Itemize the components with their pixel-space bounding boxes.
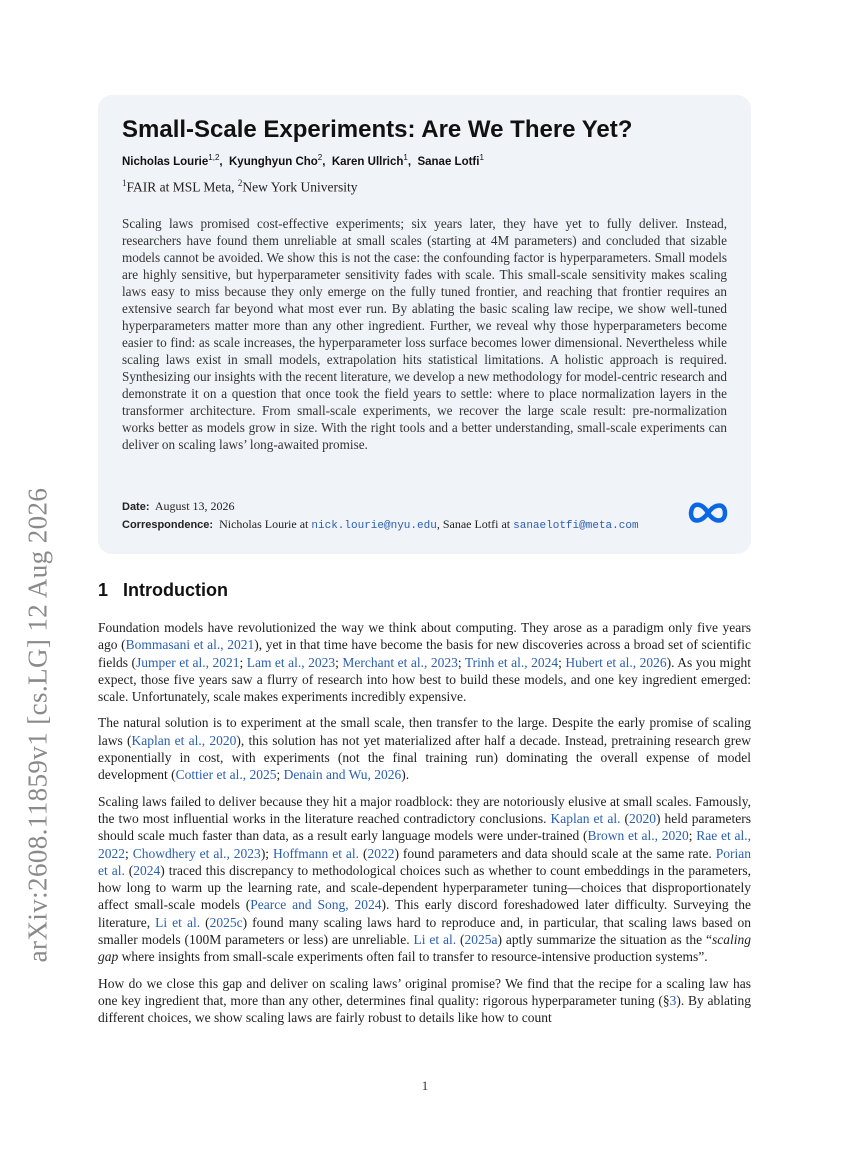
author-name: Kyunghyun Cho bbox=[229, 155, 318, 168]
citation-link[interactable]: Cottier et al., 2025 bbox=[175, 767, 277, 783]
author-name: Sanae Lotfi bbox=[417, 155, 480, 168]
author-name: Nicholas Lourie bbox=[122, 155, 209, 168]
correspondence-label: Correspondence: bbox=[122, 519, 214, 531]
citation-link[interactable]: Bommasani et al., 2021 bbox=[125, 637, 255, 653]
text-run: ). By ablating different choices, we show scaling laws are fairly robust to details like how to count bbox=[98, 992, 751, 1026]
citation-link[interactable]: Li et al. bbox=[155, 914, 201, 930]
text-run: ), this solution has not yet materialized after half a decade. Instead, pretraining research grew exponentially in cost, with experiments (not the final training run) dominating the overall expense of model development ( bbox=[98, 732, 751, 783]
citation-link[interactable]: Hoffmann et al. bbox=[273, 845, 360, 861]
section-title: Introduction bbox=[123, 580, 228, 600]
text-run: ) aptly summarize the situation as the “ bbox=[497, 932, 713, 948]
text-run: ; bbox=[125, 845, 133, 861]
text-run: ( bbox=[456, 932, 465, 948]
citation-link[interactable]: Lam et al., 2023 bbox=[246, 654, 336, 670]
text-run: ); bbox=[260, 845, 274, 861]
citation-link[interactable]: Porian et al. bbox=[98, 845, 751, 878]
meta-logo-icon bbox=[687, 499, 729, 527]
citation-link[interactable]: 2022 bbox=[367, 845, 395, 861]
affiliation-mark: 2 bbox=[237, 177, 243, 188]
email-link[interactable]: nick.lourie@nyu.edu bbox=[311, 520, 437, 532]
text-run: ) traced this discrepancy to methodological choices such as whether to count embeddings in the parameters, how long to warm up the learning rate, and scale-dependent hyperparameter tuning—choices that disproportionately affect small-scale models ( bbox=[98, 862, 751, 913]
citation-link[interactable]: Pearce and Song, 2024 bbox=[250, 897, 382, 913]
author-affiliation-mark: 1 bbox=[479, 153, 484, 162]
text-run: ; bbox=[276, 767, 284, 783]
citation-link[interactable]: Merchant et al., 2023 bbox=[342, 654, 458, 670]
citation-link[interactable]: Denain and Wu, 2026 bbox=[283, 767, 402, 783]
body-paragraph bbox=[98, 793, 751, 966]
text-run: ( bbox=[620, 810, 629, 826]
author-affiliation-mark: 1,2 bbox=[208, 153, 220, 162]
text-run: ; bbox=[457, 654, 465, 670]
text-run: ( bbox=[359, 845, 368, 861]
section-heading bbox=[98, 580, 228, 601]
introduction-body bbox=[98, 619, 751, 1036]
text-run: Foundation models have revolutionized the way we think about computing. They arose as a paradigm only five years ago ( bbox=[98, 620, 751, 653]
text-run: ; bbox=[558, 654, 566, 670]
text-run: Scaling laws failed to deliver because they hit a major roadblock: they are notoriously elusive at small scales. Famously, the two most influential works in the literature reached contradictory conclusions. bbox=[98, 793, 751, 826]
text-run: ). This early discord foreshadowed later difficulty. Surveying the literature, bbox=[98, 897, 751, 930]
text-run: How do we close this gap and deliver on scaling laws’ original promise? We find that the recipe for a scaling law has one key ingredient that, more than any other, determines final quality: rigorous hyperparameter tuning (§ bbox=[98, 975, 751, 1008]
text-run: where insights from small-scale experiments often fail to transfer to resource-intensive production systems”. bbox=[118, 949, 708, 965]
text-run: ( bbox=[124, 862, 134, 878]
affiliation-text: New York University bbox=[242, 179, 358, 195]
affiliations bbox=[122, 178, 727, 196]
paper-meta bbox=[122, 498, 639, 535]
date-value: August 13, 2026 bbox=[154, 499, 235, 513]
author-list: Nicholas Lourie$^{1,2}$, Kyunghyun Cho$^2$, Karen Ullrich$^1$, Sanae Lotfi$^1$ bbox=[122, 153, 484, 168]
citation-link[interactable]: Rae et al., 2022 bbox=[98, 828, 751, 861]
citation-link[interactable]: 2024 bbox=[133, 862, 161, 878]
author-affiliation-mark: 1 bbox=[403, 153, 408, 162]
abstract-text: Scaling laws promised cost-effective experiments; six years later, they have yet to fully deliver. Instead, researchers have found them unreliable at small scales (starting at 4M parameters) and concluded that sizable models cannot be avoided. We show this is not the case: the confounding factor is hyperparameters. Small models are highly sensitive, but hyperparameter sensitivity fades with scale. This small-scale sensitivity makes scaling laws easy to miss because they only emerge on the fully tuned frontier, and reaching that frontier requires an extensive search far beyond what most ever run. By ablating the basic scaling law recipe, we show well-tuned hyperparameters matter more than any other ingredient. Further, we reveal why those hyperparameters become easier to find: as scale increases, the hyperparameter loss surface becomes lower dimensional. Nevertheless while scaling laws exist in small models, extrapolation hits statistical limitations. A holistic approach is required. Synthesizing our insights with the recent literature, we develop a new methodology for model-centric research and demonstrate it on a question that once took the field years to settle: where to place normalization layers in the transformer architecture. From small-scale experiments, we recover the large scale result: pre-normalization works better as models grow in size. With the right tools and a better understanding, small-scale experiments can deliver on scaling laws’ long-awaited promise. bbox=[122, 216, 727, 453]
citation-link[interactable]: 2025a bbox=[464, 932, 498, 948]
body-paragraph bbox=[98, 975, 751, 1027]
email-link[interactable]: sanaelotfi@meta.com bbox=[513, 520, 639, 532]
text-run: The natural solution is to experiment at the small scale, then transfer to the large. Despite the early promise of scaling laws ( bbox=[98, 715, 751, 748]
text-run: ). As you might expect, those five years saw a flurry of research into how best to build these models, and one key ingredient emerged: scale. Unfortunately, scale makes experiments incredibly expensive. bbox=[98, 654, 751, 705]
author-name: Karen Ullrich bbox=[331, 155, 404, 168]
affiliation-text: FAIR at MSL Meta, bbox=[126, 179, 238, 195]
text-run: ) found many scaling laws hard to reproduce and, in particular, that scaling laws based on smaller models (100M parameters or less) are unreliable. bbox=[98, 914, 752, 948]
text-run: ) held parameters should scale much faster than data, as a result early language models were under-trained ( bbox=[98, 810, 751, 844]
text-run: ; bbox=[239, 654, 247, 670]
date-label: Date: bbox=[122, 501, 150, 513]
arxiv-identifier: arXiv:2608.11859v1 [cs.LG] 12 Aug 2026 bbox=[22, 487, 53, 963]
affiliation-mark: 1 bbox=[122, 177, 127, 188]
text-run: ; bbox=[335, 654, 343, 670]
paper-title: Small-Scale Experiments: Are We There Yet? bbox=[122, 116, 633, 143]
body-paragraph bbox=[98, 714, 751, 783]
correspondence-name: Nicholas Lourie at bbox=[219, 517, 312, 531]
text-run: ). bbox=[401, 767, 410, 783]
correspondence-line bbox=[122, 516, 639, 535]
text-run: ( bbox=[200, 914, 210, 930]
abstract-card bbox=[98, 95, 751, 554]
correspondence-separator: , Sanae Lotfi at bbox=[436, 517, 514, 531]
citation-link[interactable]: Trinh et al., 2024 bbox=[464, 654, 559, 670]
page-number: 1 bbox=[421, 1078, 429, 1093]
text-run: ) found parameters and data should scale at the same rate. bbox=[394, 845, 716, 861]
citation-link[interactable]: Kaplan et al., 2020 bbox=[131, 732, 237, 748]
citation-link[interactable]: Hubert et al., 2026 bbox=[565, 654, 667, 670]
citation-link[interactable]: Kaplan et al. bbox=[550, 810, 621, 826]
citation-link[interactable]: Li et al. bbox=[413, 932, 457, 948]
citation-link[interactable]: Chowdhery et al., 2023 bbox=[132, 845, 261, 861]
citation-link[interactable]: 3 bbox=[669, 992, 677, 1008]
date-line bbox=[122, 498, 639, 516]
citation-link[interactable]: Jumper et al., 2021 bbox=[135, 654, 240, 670]
text-run: ), yet in that time have become the basis for new discoveries across a broad set of scientific fields ( bbox=[98, 637, 751, 670]
section-number: 1 bbox=[98, 580, 109, 600]
author-affiliation-mark: 2 bbox=[317, 153, 323, 162]
body-paragraph bbox=[98, 619, 751, 705]
emphasized-text: scaling gap bbox=[98, 932, 752, 965]
citation-link[interactable]: Brown et al., 2020 bbox=[587, 828, 689, 844]
citation-link[interactable]: 2025c bbox=[209, 914, 243, 930]
citation-link[interactable]: 2020 bbox=[628, 810, 656, 826]
text-run: ; bbox=[688, 828, 697, 844]
